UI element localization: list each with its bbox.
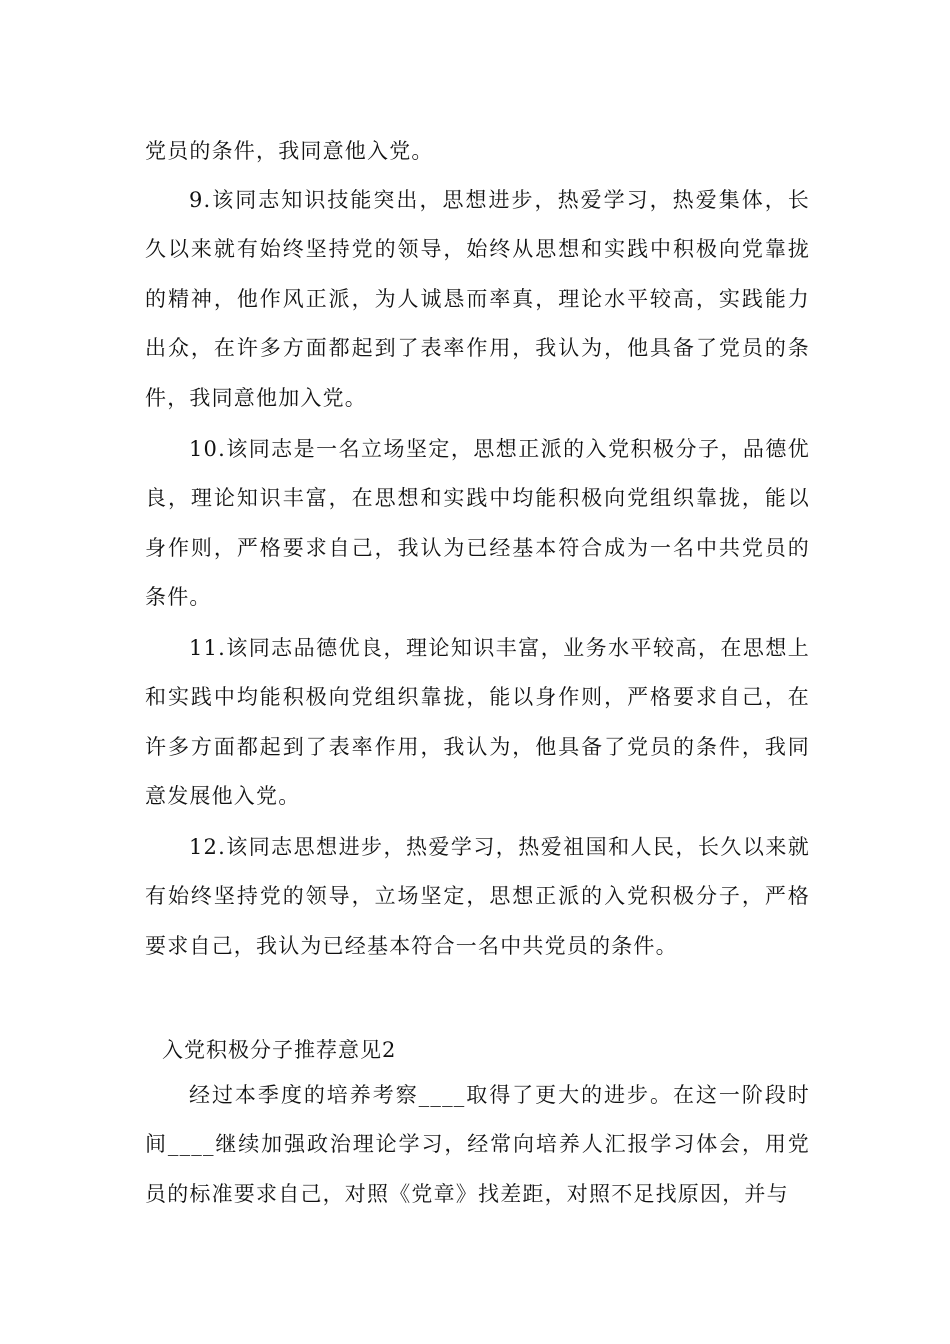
paragraph-item-12: 12.该同志思想进步，热爱学习，热爱祖国和人民，长久以来就有始终坚持党的领导，立场坚定，思想正派的入党积极分子，严格要求自己，我认为已经基本符合一名中共党员的条件。	[145, 835, 810, 958]
paragraph-item-9: 9.该同志知识技能突出，思想进步，热爱学习，热爱集体，长久以来就有始终坚持党的领导，始终从思想和实践中积极向党靠拢的精神，他作风正派，为人诚恳而率真，理论水平较高，实践能力出众，在许多方面都起到了表率作用，我认为，他具备了党员的条件，我同意他加入党。	[145, 188, 810, 410]
section-heading: 入党积极分子推荐意见2	[162, 1038, 397, 1062]
section-paragraph: 经过本季度的培养考察____取得了更大的进步。在这一阶段时间____继续加强政治理论学习，经常向培养人汇报学习体会，用党员的标准要求自己，对照《党章》找差距，对照不足找原因，并与	[145, 1083, 810, 1206]
paragraph-item-11: 11.该同志品德优良，理论知识丰富，业务水平较高，在思想上和实践中均能积极向党组织靠拢，能以身作则，严格要求自己，在许多方面都起到了表率作用，我认为，他具备了党员的条件，我同意发展他入党。	[145, 636, 810, 809]
paragraph-item-10: 10.该同志是一名立场坚定，思想正派的入党积极分子，品德优良，理论知识丰富，在思想和实践中均能积极向党组织靠拢，能以身作则，严格要求自己，我认为已经基本符合成为一名中共党员的条件。	[145, 437, 810, 610]
paragraph-continuation: 党员的条件，我同意他入党。	[145, 139, 434, 163]
